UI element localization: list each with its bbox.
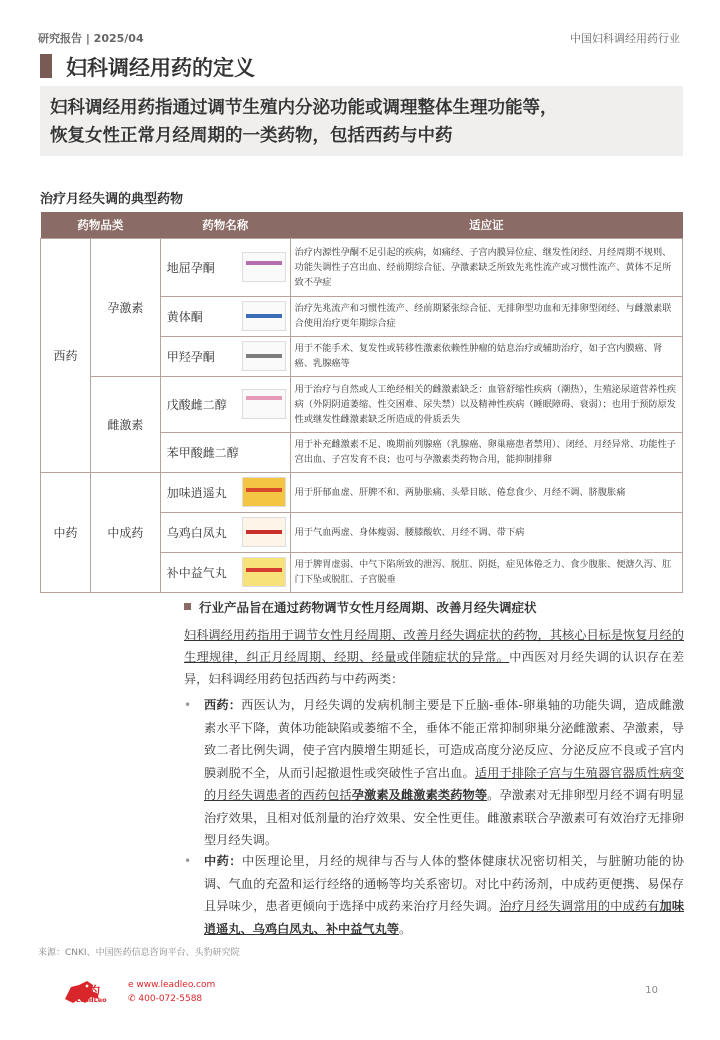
section-title-text: 行业产品旨在通过药物调节女性月经周期、改善月经失调症状 (199, 600, 537, 615)
tcm-label: 中药： (204, 854, 242, 868)
indication: 用于治疗与自然或人工绝经相关的雌激素缺乏：血管舒缩性疾病（潮热），生殖泌尿道营养性疾病（外阴阴道萎缩、性交困难、尿失禁）以及精神性疾病（睡眠障碍、衰弱）；也用于预防原发性或继发性雌激素缺乏所造成的骨质丢失 (290, 376, 682, 432)
indication: 治疗先兆流产和习惯性流产、经前期紧张综合征、无排卵型功血和无排卵型闭经、与雌激素联合使用治疗更年期综合症 (290, 296, 682, 336)
table-row (41, 376, 683, 432)
drug-package-image (242, 252, 286, 282)
tcm-end: 。 (399, 921, 412, 936)
drug-package-image (242, 301, 286, 331)
table-row (41, 472, 683, 512)
header-drug-name: 药物名称 (160, 212, 290, 238)
intro-rest: 中西医对月经失调的认识存在差异，妇科调经用药包括西药与中药两类： (184, 650, 685, 686)
subcategory-estrogen: 雌激素 (90, 376, 160, 472)
drug-package-image (242, 341, 286, 371)
indication: 用于不能手术、复发性或转移性激素依赖性肿瘤的姑息治疗或辅助治疗，如子宫内膜癌、肾癌、乳腺癌等 (290, 336, 682, 376)
web-icon: e (128, 980, 137, 990)
drug-name-cell (160, 552, 290, 592)
category-chinese: 中药 (41, 472, 91, 592)
tcm-underlined: 治疗月经失调常用的中成药有 (499, 899, 660, 913)
indication: 治疗内源性孕酮不足引起的疾病，如痛经、子宫内膜异位症、继发性闭经、月经周期不规则、功能失调性子宫出血、经前期综合征、孕激素缺乏所致先兆性流产或习惯性流产、黄体不足所致不孕症 (290, 238, 682, 296)
page-number: 10 (645, 985, 658, 996)
title-accent-bar (40, 54, 52, 78)
tcm-text: 中医理论里，月经的规律与否与人体的整体健康状况密切相关，与脏腑功能的协调、气血的充盈和运行经络的通畅等均关系密切。对比中药汤剂，中成药更便携、易保存且异味少，患者更倾向于选择中成药来治疗月经失调。 (204, 854, 685, 913)
drug-name-cell (160, 472, 290, 512)
contact-info (128, 978, 215, 1006)
drug-name-cell (160, 512, 290, 552)
table-row (41, 238, 683, 296)
western-label: 西药： (204, 698, 242, 712)
drug-table (40, 212, 683, 593)
source-note: 来源：CNKI、中国医药信息咨询平台、头豹研究院 (38, 948, 240, 958)
drug-name: 甲羟孕酮 (166, 349, 215, 364)
bullet-western (184, 694, 684, 852)
drug-name-cell (160, 376, 290, 432)
indication: 用于脾胃虚弱、中气下陷所致的泄泻、脱肛、阴挺，症见体倦乏力、食少腹胀、便溏久泻、肛门下坠或脱肛、子宫脱垂 (290, 552, 682, 592)
western-end: 。孕激素对无排卵型月经不调有明显治疗效果，且相对低剂量的治疗效果、安全性更佳。雌激素联合孕激素可有效治疗无排卵型月经失调。 (204, 788, 685, 847)
table-header-row (41, 212, 683, 238)
phone-icon: ✆ (128, 994, 139, 1004)
western-text: 西医认为，月经失调的发病机制主要是下丘脑-垂体-卵巢轴的功能失调，造成雌激素水平下降，黄体功能缺陷或萎缩不全，垂体不能正常抑制卵巢分泌雌激素、孕激素，导致二者比例失调，使子宫内膜增生期延长，可造成高度分泌反应、分泌反应不良或子宫内膜剥脱不全，从而引起撤退性或突破性子宫出血。 (204, 698, 685, 780)
drug-name: 补中益气丸 (166, 565, 227, 580)
intro-underlined: 妇科调经用药指用于调节女性月经周期、改善月经失调症状的药物，其核心目标是恢复月经的生理规律，纠正月经周期、经期、经量或伴随症状的异常。 (184, 628, 684, 664)
phone-number: 400-072-5588 (138, 994, 203, 1004)
drug-name: 地屈孕酮 (166, 260, 215, 275)
drug-name: 苯甲酸雌二醇 (160, 432, 290, 472)
indication: 用于补充雌激素不足、晚期前列腺癌（乳腺癌、卵巢癌患者禁用）、闭经、月经异常、功能性子宫出血、子宫发育不良；也可与孕激素类药物合用，能抑制排卵 (290, 432, 682, 472)
drug-name-cell (160, 336, 290, 376)
bullet-dot-icon: • (184, 854, 192, 868)
website-link[interactable]: www.leadleo.com (136, 980, 216, 990)
drug-name: 黄体酮 (166, 309, 203, 324)
drug-name-cell (160, 238, 290, 296)
subcategory-tcm: 中成药 (90, 472, 160, 592)
drug-package-image (242, 477, 286, 507)
square-bullet-icon (184, 603, 191, 610)
drug-package-image (242, 517, 286, 547)
drug-name: 加味逍遥丸 (166, 485, 227, 500)
bullet-dot-icon: • (184, 698, 192, 712)
western-underlined-bold: 孕激素及雌激素类药物等 (351, 788, 488, 802)
intro-paragraph (184, 624, 684, 690)
drug-name: 乌鸡白凤丸 (166, 525, 227, 540)
industry-label: 中国妇科调经用药行业 (570, 32, 680, 45)
report-label: 研究报告 | 2025/04 (38, 32, 144, 45)
drug-package-image (242, 389, 286, 419)
brand-name: 头豹 (76, 984, 101, 998)
brand-name-en: LeadLeo (76, 996, 107, 1004)
header-category: 药物品类 (41, 212, 161, 238)
indication: 用于气血两虚、身体瘦弱、腰膝酸软、月经不调、带下病 (290, 512, 682, 552)
summary-box (40, 86, 683, 156)
drug-name: 戊酸雌二醇 (166, 397, 227, 412)
table-title: 治疗月经失调的典型药物 (40, 192, 184, 207)
category-western: 西药 (41, 238, 91, 472)
summary-line-2: 恢复女性正常月经周期的一类药物，包括西药与中药 (50, 126, 453, 146)
drug-package-image (242, 557, 286, 587)
indication: 用于肝郁血虚、肝脾不和、两胁胀痛、头晕目眩、倦怠食少、月经不调、脐腹胀痛 (290, 472, 682, 512)
header-indication: 适应证 (290, 212, 682, 238)
page-title: 妇科调经用药的定义 (66, 56, 255, 80)
subcategory-progestin: 孕激素 (90, 238, 160, 376)
section-title (184, 598, 537, 616)
summary-line-1: 妇科调经用药指通过调节生殖内分泌功能或调理整体生理功能等， (50, 98, 558, 118)
bullet-chinese (184, 850, 684, 940)
tcm-underlined-bold: 加味逍遥丸、乌鸡白凤丸、补中益气丸等 (204, 899, 685, 936)
western-underlined: 适用于排除子宫与生殖器官器质性病变的月经失调患者的西药包括 (204, 765, 685, 802)
drug-name-cell (160, 296, 290, 336)
